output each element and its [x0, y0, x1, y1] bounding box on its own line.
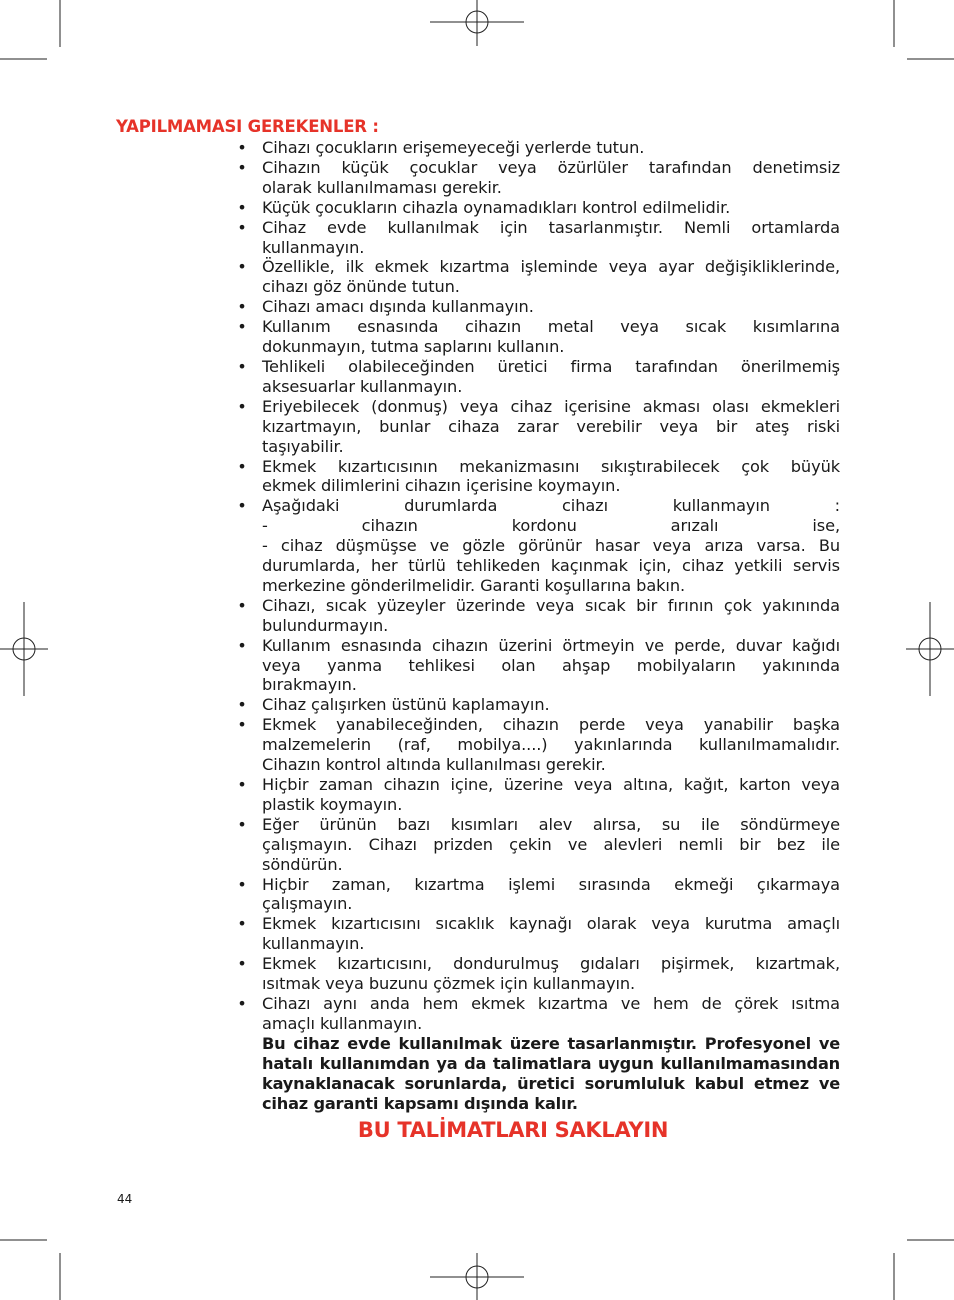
list-item: [236, 496, 840, 596]
list-item-line: söndürün.: [262, 854, 343, 874]
registration-mark-left: [0, 602, 48, 696]
list-item-line: kızartmayın, bunlar cihaza zarar verebilir veya bir ateş riski: [262, 416, 840, 436]
list-item: [236, 218, 840, 258]
liability-note: [236, 1034, 840, 1114]
bullet-icon: •: [237, 814, 247, 834]
list-item-line: Eğer ürünün bazı kısımları alev alırsa, su ile söndürmeye: [262, 814, 840, 834]
bullet-icon: •: [237, 456, 247, 476]
section-heading: YAPILMAMASI GEREKENLER :: [116, 117, 379, 136]
bullet-icon: •: [237, 257, 247, 277]
list-item: [236, 158, 840, 198]
list-item-line: kullanmayın.: [262, 237, 365, 257]
instructions-content: [236, 138, 840, 1113]
bullet-icon: •: [237, 496, 247, 516]
liability-note-line: hatalı kullanımdan ya da talimatlara uygun kullanılmamasından: [262, 1053, 840, 1073]
page-number: 44: [117, 1192, 133, 1206]
bullet-icon: •: [237, 715, 247, 735]
list-item: [236, 457, 840, 497]
list-item-line: Özellikle, ilk ekmek kızartma işleminde veya ayar değişikliklerinde,: [262, 257, 840, 277]
list-item-line: taşıyabilir.: [262, 436, 344, 456]
list-item-line: plastik koymayın.: [262, 794, 403, 814]
list-item-line: Cihazı aynı anda hem ekmek kızartma ve hem de çörek ısıtma: [262, 993, 840, 1013]
list-item-line: Hiçbir zaman cihazın içine, üzerine veya altına, kağıt, karton veya: [262, 775, 840, 794]
bullet-icon: •: [237, 197, 247, 217]
bullet-icon: •: [237, 635, 247, 655]
list-item: [236, 317, 840, 357]
list-item: [236, 198, 840, 218]
list-item: [236, 636, 840, 696]
list-item-line: Cihazın kontrol altında kullanılması gerekir.: [262, 755, 606, 775]
list-item: [236, 875, 840, 915]
registration-mark-bottom: [430, 1253, 524, 1300]
list-item: [236, 914, 840, 954]
list-item-line: - cihaz düşmüşse ve gözle görünür hasar veya arıza varsa. Bu: [262, 536, 840, 556]
list-item-line: ısıtmak veya buzunu çözmek için kullanmayın.: [262, 974, 636, 994]
list-item: [236, 815, 840, 875]
registration-mark-top: [430, 0, 524, 46]
bullet-icon: •: [237, 157, 247, 177]
list-item: [236, 357, 840, 397]
bullet-icon: •: [237, 396, 247, 416]
list-item-line: aksesuarlar kullanmayın.: [262, 376, 463, 396]
list-item-line: veya yanma tehlikesi olan ahşap mobilyaların yakınında: [262, 655, 840, 675]
warning-list: [236, 138, 840, 1034]
bullet-icon: •: [237, 297, 247, 317]
list-item-line: Cihazı amacı dışında kullanmayın.: [262, 297, 534, 317]
list-item: [236, 715, 840, 775]
list-item-line: olarak kullanılmaması gerekir.: [262, 177, 502, 197]
list-item-line: cihazı göz önünde tutun.: [262, 277, 460, 297]
list-item-line: Cihaz çalışırken üstünü kaplamayın.: [262, 695, 550, 715]
bullet-icon: •: [237, 914, 247, 934]
bullet-icon: •: [237, 954, 247, 974]
liability-note-line: kaynaklanacak sorunlarda, üretici sorumluluk kabul etmez ve: [262, 1073, 840, 1093]
list-item-line: Eriyebilecek (donmuş) veya cihaz içerisine akması olası ekmekleri: [262, 396, 840, 416]
list-item-line: merkezine gönderilmelidir. Garanti koşullarına bakın.: [262, 575, 686, 595]
list-item-line: dokunmayın, tutma saplarını kullanın.: [262, 337, 565, 357]
list-item-line: bulundurmayın.: [262, 615, 389, 635]
bullet-icon: •: [237, 356, 247, 376]
list-item-line: Ekmek kızartıcısının mekanizmasını sıkıştırabilecek çok büyük: [262, 456, 840, 476]
bullet-icon: •: [237, 138, 247, 157]
bullet-icon: •: [237, 317, 247, 337]
list-item-line: Ekmek yanabileceğinden, cihazın perde veya yanabilir başka: [262, 715, 840, 735]
list-item: [236, 596, 840, 636]
list-item: [236, 257, 840, 297]
list-item-line: çalışmayın.: [262, 894, 353, 914]
list-item: [236, 994, 840, 1034]
bullet-icon: •: [237, 775, 247, 794]
liability-note-line: cihaz garanti kapsamı dışında kalır.: [262, 1093, 578, 1113]
list-item: [236, 397, 840, 457]
list-item-line: bırakmayın.: [262, 675, 357, 695]
list-item: [236, 138, 840, 158]
list-item-line: amaçlı kullanmayın.: [262, 1013, 423, 1033]
footer-title: BU TALİMATLARI SAKLAYIN: [357, 1118, 669, 1142]
list-item-line: - cihazın kordonu arızalı ise,: [262, 516, 840, 536]
bullet-icon: •: [237, 874, 247, 894]
list-item-line: Ekmek kızartıcısını, dondurulmuş gıdaları pişirmek, kızartmak,: [262, 954, 840, 974]
list-item: [236, 954, 840, 994]
list-item-line: Tehlikeli olabileceğinden üretici firma tarafından önerilmemiş: [262, 356, 840, 376]
list-item-line: Ekmek kızartıcısını sıcaklık kaynağı olarak veya kurutma amaçlı: [262, 914, 840, 934]
list-item: [236, 775, 840, 815]
list-item-line: Cihazın küçük çocuklar veya özürlüler tarafından denetimsiz: [262, 157, 840, 177]
bullet-icon: •: [237, 993, 247, 1013]
liability-note-line: Bu cihaz evde kullanılmak üzere tasarlanmıştır. Profesyonel ve: [262, 1033, 840, 1053]
list-item-line: malzemelerin (raf, mobilya....) yakınlarında kullanılmamalıdır.: [262, 735, 840, 755]
list-item-line: Cihazı çocukların erişemeyeceği yerlerde tutun.: [262, 138, 645, 157]
list-item: [236, 297, 840, 317]
bullet-icon: •: [237, 695, 247, 715]
list-item-line: Kullanım esnasında cihazın üzerini örtmeyin ve perde, duvar kağıdı: [262, 635, 840, 655]
registration-mark-right: [906, 602, 954, 696]
list-item-line: ekmek dilimlerini cihazın içerisine koymayın.: [262, 476, 621, 496]
list-item-line: Cihazı, sıcak yüzeyler üzerinde veya sıcak bir fırının çok yakınında: [262, 595, 840, 615]
bullet-icon: •: [237, 595, 247, 615]
list-item-line: Kullanım esnasında cihazın metal veya sıcak kısımlarına: [262, 317, 840, 337]
list-item-line: Cihaz evde kullanılmak için tasarlanmıştır. Nemli ortamlarda: [262, 217, 840, 237]
bullet-icon: •: [237, 217, 247, 237]
list-item: [236, 695, 840, 715]
list-item-line: Hiçbir zaman, kızartma işlemi sırasında ekmeği çıkarmaya: [262, 874, 840, 894]
list-item-line: Küçük çocukların cihazla oynamadıkları kontrol edilmelidir.: [262, 197, 731, 217]
list-item-line: durumlarda, her türlü tehlikeden kaçınmak için, cihaz yetkili servis: [262, 556, 840, 576]
list-item-line: çalışmayın. Cihazı prizden çekin ve alevleri nemli bir bez ile: [262, 834, 840, 854]
list-item-line: Aşağıdaki durumlarda cihazı kullanmayın :: [262, 496, 840, 516]
list-item-line: kullanmayın.: [262, 934, 365, 954]
